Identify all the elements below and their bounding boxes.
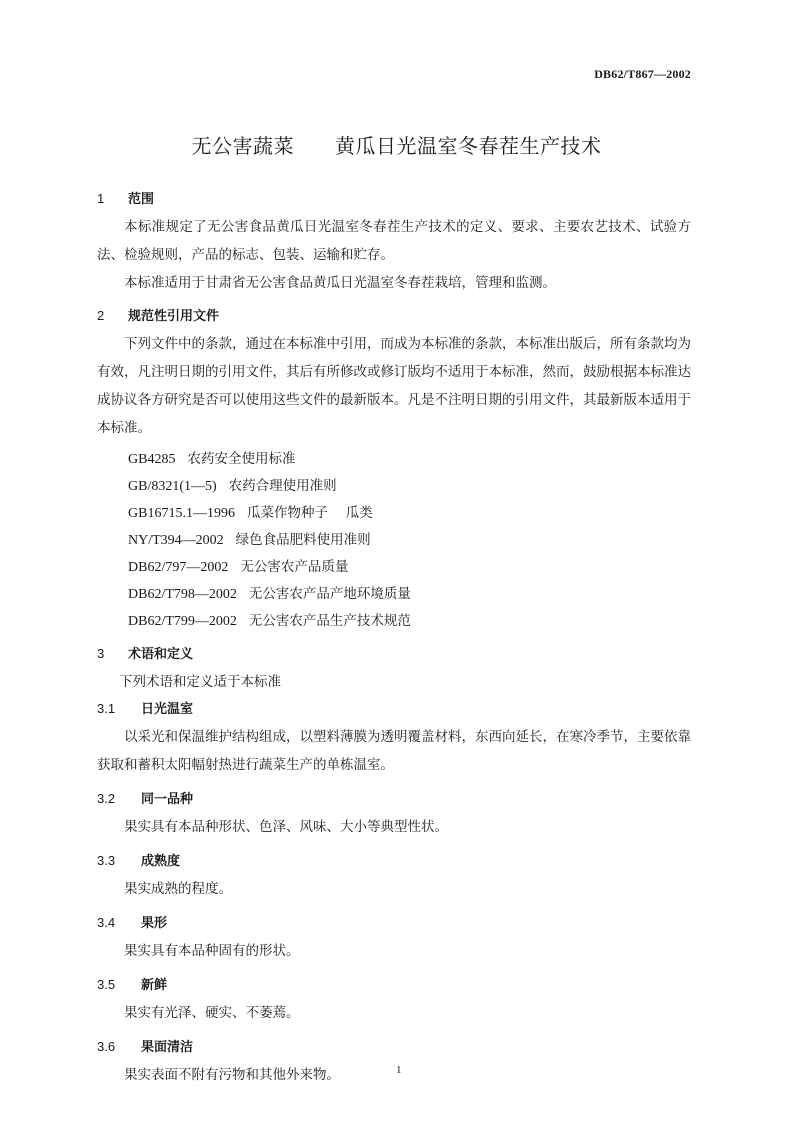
section-number: 2 <box>97 308 105 323</box>
term-name: 果面清洁 <box>141 1040 194 1055</box>
reference-name: 农药合理使用准则 <box>228 478 337 494</box>
section-number: 3 <box>97 646 105 661</box>
term-definition: 果实表面不附有污物和其他外来物。 <box>124 1067 340 1083</box>
reference-code: GB/8321(1—5) <box>128 479 217 494</box>
reference-list <box>97 446 691 635</box>
term-number: 3.5 <box>97 977 116 992</box>
term-heading <box>97 976 691 995</box>
term-heading <box>97 790 691 809</box>
reference-item <box>97 581 691 608</box>
reference-name: 无公害农产品质量 <box>240 559 349 575</box>
reference-item <box>97 473 691 500</box>
reference-code: DB62/T798—2002 <box>128 587 237 602</box>
standard-code: DB62/T867—2002 <box>594 67 691 81</box>
section-1-heading <box>97 190 691 209</box>
section-title: 术语和定义 <box>128 647 194 662</box>
term-definition: 果实成熟的程度。 <box>124 881 232 897</box>
term-number: 3.2 <box>97 791 116 806</box>
term-heading <box>97 914 691 933</box>
term-definition: 果实有光泽、硬实、不萎蔫。 <box>124 1005 300 1021</box>
term-name: 新鲜 <box>141 978 168 993</box>
page-number: 1 <box>396 1064 402 1076</box>
section-3-intro: 下列术语和定义适于本标准 <box>119 674 281 690</box>
reference-name: 无公害农产品生产技术规范 <box>248 613 411 629</box>
section-3-heading <box>97 645 691 664</box>
reference-name: 绿色食品肥料使用准则 <box>235 532 371 548</box>
term-heading <box>97 852 691 871</box>
section-title: 规范性引用文件 <box>128 309 220 324</box>
term-heading <box>97 1038 691 1057</box>
reference-code: DB62/797—2002 <box>128 560 229 575</box>
document-body <box>97 190 691 1089</box>
reference-code: GB16715.1—1996 <box>128 506 235 521</box>
section-1-paragraph-2: 本标准适用于甘肃省无公害食品黄瓜日光温室冬春茬栽培，管理和监测。 <box>124 275 556 291</box>
section-title: 范围 <box>128 192 155 207</box>
reference-item <box>97 608 691 635</box>
reference-item <box>97 446 691 473</box>
term-number: 3.6 <box>97 1039 116 1054</box>
section-2-heading <box>97 307 691 326</box>
reference-code: NY/T394—2002 <box>128 533 224 548</box>
term-definition: 果实具有本品种形状、色泽、风味、大小等典型性状。 <box>124 819 448 835</box>
term-number: 3.4 <box>97 915 116 930</box>
reference-name: 农药安全使用标准 <box>187 451 296 467</box>
reference-item <box>97 500 691 527</box>
term-number: 3.1 <box>97 701 116 716</box>
section-number: 1 <box>97 191 105 206</box>
section-1-paragraph-1: 本标准规定了无公害食品黄瓜日光温室冬春茬生产技术的定义、要求、主要农艺技术、试验方法、检验规则，产品的标志、包装、运输和贮存。 <box>97 219 691 263</box>
section-2-paragraph: 下列文件中的条款，通过在本标准中引用，而成为本标准的条款，本标准出版后，所有条款均为有效，凡注明日期的引用文件，其后有所修改或修订版均不适用于本标准，然而，鼓励根据本标准达成协议各方研究是否可以使用这些文件的最新版本。凡是不注明日期的引用文件，其最新版本适用于本标准。 <box>97 336 691 436</box>
title-part-1: 无公害蔬菜 <box>191 134 294 158</box>
term-name: 成熟度 <box>141 854 181 869</box>
reference-code: GB4285 <box>128 452 176 467</box>
title-part-2: 黄瓜日光温室冬春茬生产技术 <box>335 134 602 158</box>
reference-code: DB62/T799—2002 <box>128 614 237 629</box>
term-definition: 以采光和保温维护结构组成，以塑料薄膜为透明覆盖材料，东西向延长，在寒冷季节，主要依靠获取和蓄积太阳幅射热进行蔬菜生产的单栋温室。 <box>97 729 691 773</box>
term-number: 3.3 <box>97 853 116 868</box>
reference-item <box>97 527 691 554</box>
reference-item <box>97 554 691 581</box>
term-definition: 果实具有本品种固有的形状。 <box>124 943 300 959</box>
document-title <box>0 130 793 159</box>
term-name: 果形 <box>141 916 168 931</box>
term-name: 同一品种 <box>141 792 194 807</box>
reference-name: 无公害农产品产地环境质量 <box>248 586 411 602</box>
reference-name: 瓜菜作物种子 瓜类 <box>246 505 373 521</box>
term-name: 日光温室 <box>141 702 194 717</box>
term-heading <box>97 700 691 719</box>
